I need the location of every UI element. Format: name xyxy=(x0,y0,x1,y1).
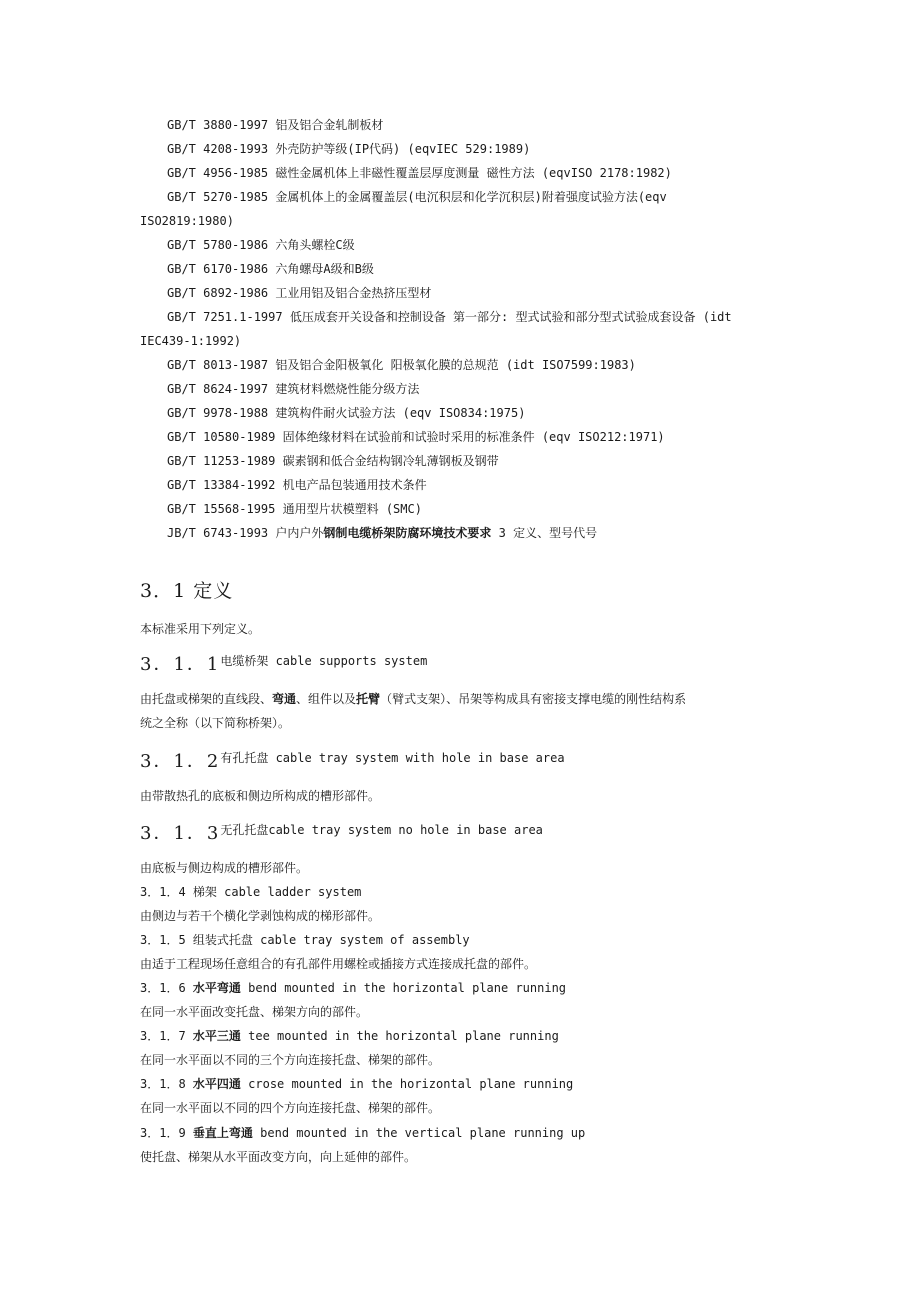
reference-last-suffix: 3 定义、型号代号 xyxy=(491,526,598,540)
term-label-bold: 水平弯通 xyxy=(192,981,241,995)
reference-item: GB/T 5780-1986 六角头螺栓C级 xyxy=(167,238,355,252)
definition-text: 由托盘或梯架的直线段、 xyxy=(140,692,273,706)
reference-item: GB/T 13384-1992 机电产品包装通用技术条件 xyxy=(167,478,427,492)
term-definition: 在同一水平面以不同的四个方向连接托盘、梯架的部件。 xyxy=(140,1101,441,1115)
section-intro: 本标准采用下列定义。 xyxy=(140,622,261,636)
reference-item: GB/T 10580-1989 固体绝缘材料在试验前和试验时采用的标准条件 (eqv ISO212:1971) xyxy=(167,430,665,444)
term-label-english: bend mounted in the vertical plane running up xyxy=(252,1126,586,1140)
term-heading-3-1-4: 3．1．4 梯架 cable ladder system xyxy=(140,885,362,899)
normative-references-list xyxy=(140,113,800,545)
term-heading-3-1-5: 3．1．5 组装式托盘 cable tray system of assembly xyxy=(140,933,470,947)
term-heading-3-1-3 xyxy=(140,819,543,845)
term-definition-continuation: 统之全称（以下简称桥架）。 xyxy=(140,716,291,730)
term-number: 3．1．1 xyxy=(140,654,221,675)
term-definition: 由适于工程现场任意组合的有孔部件用螺栓或插接方式连接成托盘的部件。 xyxy=(140,957,537,971)
reference-item: GB/T 5270-1985 金属机体上的金属覆盖层(电沉积层和化学沉积层)附着强度试验方法(eqv xyxy=(167,190,667,204)
term-definition: 由底板与侧边构成的槽形部件。 xyxy=(140,861,309,875)
term-definition: 在同一水平面改变托盘、梯架方向的部件。 xyxy=(140,1005,369,1019)
term-heading-3-1-8 xyxy=(140,1072,573,1096)
term-definition: 由侧边与若干个横化学剥蚀构成的梯形部件。 xyxy=(140,909,381,923)
reference-item: GB/T 8013-1987 铝及铝合金阳极氧化 阳极氧化膜的总规范 (idt ISO7599:1983) xyxy=(167,358,636,372)
term-definition: 使托盘、梯架从水平面改变方向，向上延伸的部件。 xyxy=(140,1150,417,1164)
term-heading-3-1-2 xyxy=(140,747,565,773)
section-title: 3．1 定义 xyxy=(140,580,234,602)
term-label: 有孔托盘 cable tray system with hole in base area xyxy=(220,751,565,765)
reference-item: GB/T 4956-1985 磁性金属机体上非磁性覆盖层厚度测量 磁性方法 (eqvISO 2178:1982) xyxy=(167,166,672,180)
term-definition: 在同一水平面以不同的三个方向连接托盘、梯架的部件。 xyxy=(140,1053,441,1067)
term-label: 电缆桥架 cable supports system xyxy=(220,654,428,668)
term-definition: 由带散热孔的底板和侧边所构成的槽形部件。 xyxy=(140,789,381,803)
reference-item: GB/T 6892-1986 工业用铝及铝合金热挤压型材 xyxy=(167,286,432,300)
term-number: 3．1．7 xyxy=(140,1029,193,1043)
reference-item: GB/T 4208-1993 外壳防护等级(IP代码) (eqvIEC 529:1989) xyxy=(167,142,531,156)
reference-item: GB/T 15568-1995 通用型片状模塑料 (SMC) xyxy=(167,502,422,516)
term-number: 3．1．3 xyxy=(140,823,221,844)
definition-bold: 托臂 xyxy=(356,692,381,706)
term-label-english: tee mounted in the horizontal plane running xyxy=(240,1029,559,1043)
term-label-bold: 垂直上弯通 xyxy=(192,1126,253,1140)
reference-item: GB/T 9978-1988 建筑构件耐火试验方法 (eqv ISO834:1975) xyxy=(167,406,526,420)
term-heading-3-1-7 xyxy=(140,1024,559,1048)
term-label-english: bend mounted in the horizontal plane running xyxy=(240,981,567,995)
reference-item-continuation: ISO2819:1980) xyxy=(140,214,234,228)
reference-last-prefix: JB/T 6743-1993 户内户外 xyxy=(167,526,324,540)
reference-item-last xyxy=(140,521,800,545)
term-heading-3-1-1 xyxy=(140,650,427,676)
term-heading-3-1-9 xyxy=(140,1121,585,1145)
term-number: 3．1．6 xyxy=(140,981,193,995)
definition-text: 、组件以及 xyxy=(296,692,357,706)
reference-item: GB/T 7251.1-1997 低压成套开关设备和控制设备 第一部分: 型式试验和部分型式试验成套设备 (idt xyxy=(167,310,732,324)
reference-item: GB/T 3880-1997 铝及铝合金轧制板材 xyxy=(167,118,384,132)
reference-item: GB/T 11253-1989 碳素钢和低合金结构钢冷轧薄钢板及钢带 xyxy=(167,454,499,468)
reference-item: GB/T 6170-1986 六角螺母A级和B级 xyxy=(167,262,374,276)
term-label-bold: 水平四通 xyxy=(192,1077,241,1091)
term-heading-3-1-6 xyxy=(140,976,566,1000)
term-number: 3．1．8 xyxy=(140,1077,193,1091)
definition-bold: 弯通 xyxy=(272,692,297,706)
reference-item: GB/T 8624-1997 建筑材料燃烧性能分级方法 xyxy=(167,382,420,396)
term-number: 3．1．2 xyxy=(140,751,221,772)
reference-item-continuation: IEC439-1:1992) xyxy=(140,334,242,348)
term-number: 3．1．9 xyxy=(140,1126,193,1140)
definition-text: （臂式支架）、吊架等构成具有密接支撑电缆的刚性结构系 xyxy=(380,692,687,706)
term-label: 无孔托盘cable tray system no hole in base area xyxy=(220,823,543,837)
reference-last-bold: 钢制电缆桥架防腐环境技术要求 xyxy=(323,526,492,540)
term-definition xyxy=(140,687,686,711)
term-label-english: crose mounted in the horizontal plane running xyxy=(240,1077,574,1091)
term-label-bold: 水平三通 xyxy=(192,1029,241,1043)
